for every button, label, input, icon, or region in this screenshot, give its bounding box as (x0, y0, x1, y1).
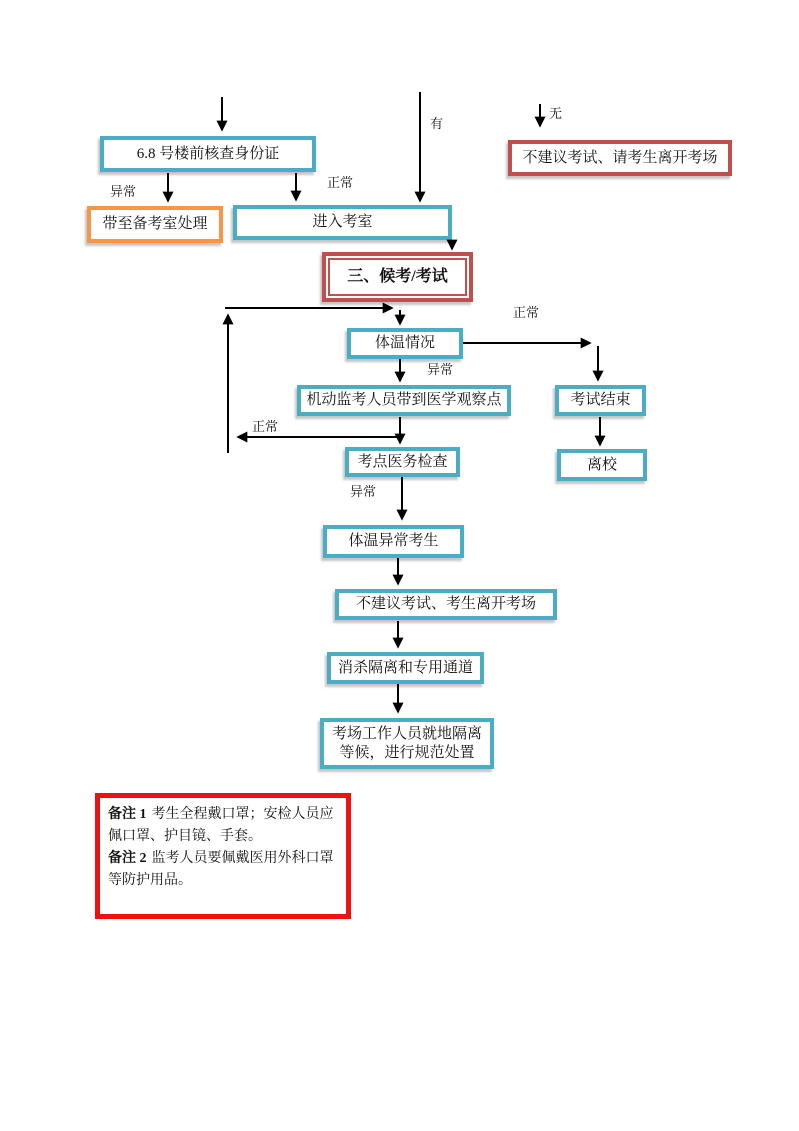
edge-label-normal-1: 正常 (327, 175, 354, 190)
flow-box-enter-room: 进入考室 (233, 205, 452, 240)
flow-box-exam-end: 考试结束 (555, 385, 646, 416)
edge-label-normal-right: 正常 (513, 305, 540, 320)
note-1-label: 备注 1 (108, 807, 147, 822)
flow-box-waiting-exam-inner: 三、候考/考试 (328, 258, 467, 296)
flow-box-disinfect: 消杀隔离和专用通道 (327, 652, 484, 684)
edge-label-has: 有 (430, 116, 444, 131)
flow-box-id-check: 6.8 号楼前核查身份证 (100, 136, 316, 172)
flow-box-abnormal-temp: 体温异常考生 (323, 525, 464, 558)
flow-box-staff-isolate (320, 718, 494, 769)
staff-isolate-line1: 考场工作人员就地隔离 (331, 725, 482, 742)
flow-box-medical-check: 考点医务检查 (345, 447, 460, 477)
staff-isolate-line2: 等候，进行规范处置 (339, 744, 475, 761)
note-1 (108, 804, 342, 848)
flow-box-temperature: 体温情况 (347, 328, 463, 359)
edge-label-none: 无 (549, 106, 563, 121)
note-2 (108, 848, 342, 892)
flow-box-waiting-exam (322, 252, 473, 302)
edge-label-abnormal-3: 异常 (350, 484, 377, 499)
flow-box-observation: 机动监考人员带到医学观察点 (297, 385, 511, 416)
note-2-text: 监考人员要佩戴医用外科口罩等防护用品。 (108, 851, 334, 888)
edge-label-abnormal-1: 异常 (110, 184, 137, 199)
flow-box-backup-room: 带至备考室处理 (87, 206, 223, 243)
flow-box-leave-school: 离校 (557, 449, 647, 481)
note-1-text: 考生全程戴口罩；安检人员应佩口罩、护目镜、手套。 (108, 807, 334, 844)
flow-box-no-exam-leave: 不建议考试、考生离开考场 (335, 589, 557, 620)
note-2-label: 备注 2 (108, 851, 147, 866)
edge-label-normal-feedback: 正常 (252, 419, 279, 434)
note-box (95, 793, 351, 919)
edge-label-abnormal-2: 异常 (427, 362, 454, 377)
flow-box-no-exam-top: 不建议考试、请考生离开考场 (508, 140, 732, 176)
